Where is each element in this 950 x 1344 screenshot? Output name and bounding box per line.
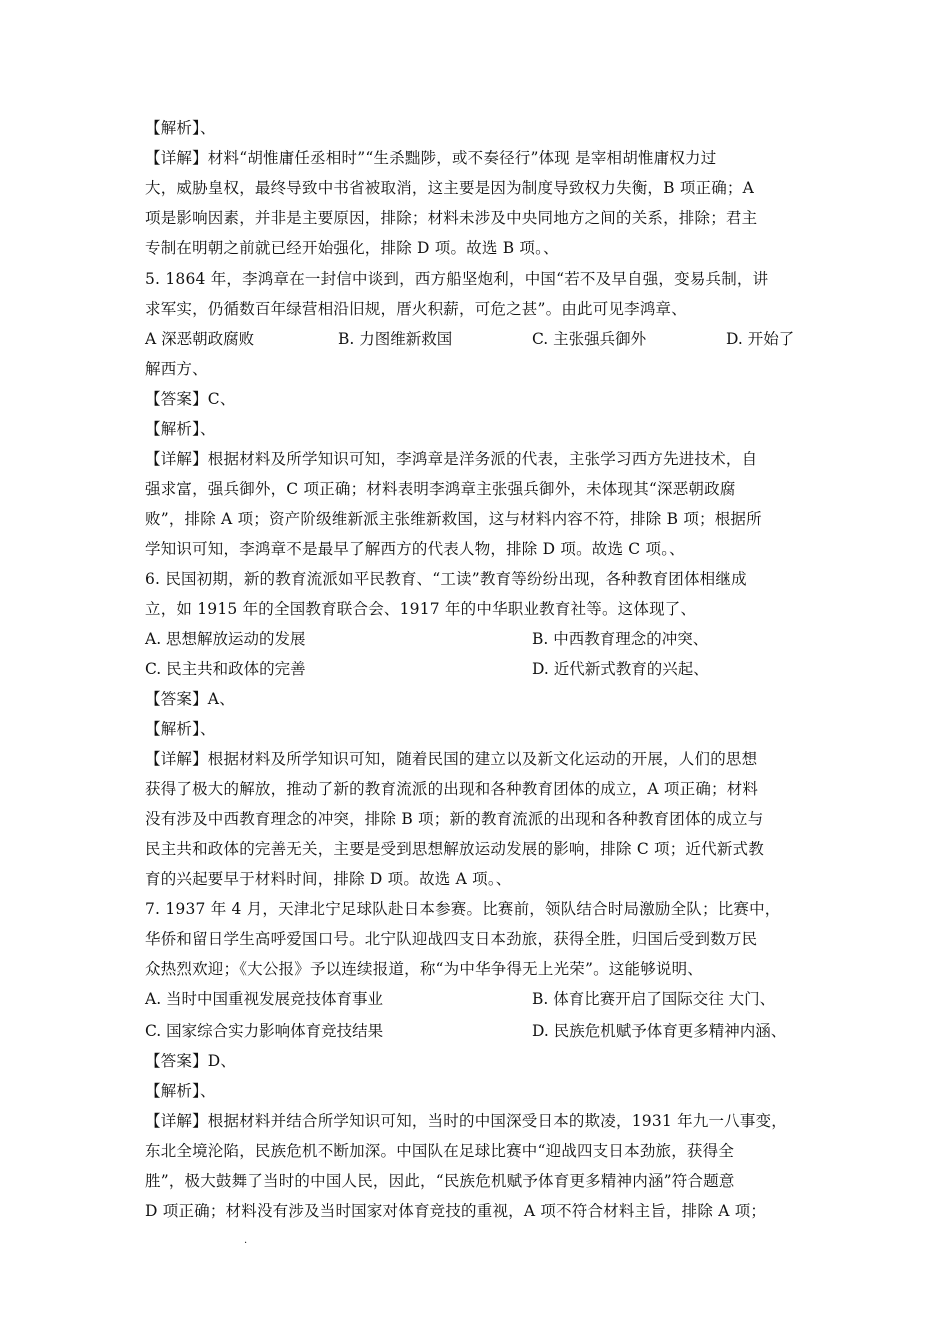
explanation-text: 东北全境沦陷，民族危机不断加深。中国队在足球比赛中“迎战四支日本劲旅，获得全 bbox=[145, 1142, 735, 1160]
explanation-text: 败”，排除 A 项；资产阶级维新派主张维新救国，这与材料内容不符，排除 B 项；根据所 bbox=[145, 510, 762, 528]
question-6-option-d: D. 近代新式教育的兴起、 bbox=[532, 660, 709, 678]
question-7-stem: 华侨和留日学生高呼爱国口号。北宁队迎战四支日本劲旅，获得全胜，归国后受到数万民 bbox=[145, 930, 758, 948]
analysis-label: 【解析】、 bbox=[145, 119, 216, 137]
explanation-text: 专制在明朝之前就已经开始强化，排除 D 项。故选 B 项。、 bbox=[145, 239, 559, 257]
answer-label: 【答案】C、 bbox=[145, 390, 236, 408]
question-6-stem: 立，如 1915 年的全国教育联合会、1917 年的中华职业教育社等。这体现了、 bbox=[145, 600, 697, 618]
answer-label: 【答案】A、 bbox=[145, 690, 235, 708]
question-5-option-d-continued: 解西方、 bbox=[145, 360, 208, 378]
question-7-option-d: D. 民族危机赋予体育更多精神内涵、 bbox=[532, 1022, 787, 1040]
analysis-label: 【解析】、 bbox=[145, 720, 216, 738]
question-6-stem: 6. 民国初期，新的教育流派如平民教育、“工读”教育等纷纷出现，各种教育团体相继成 bbox=[145, 570, 747, 588]
question-7-option-c: C. 国家综合实力影响体育竞技结果 bbox=[145, 1022, 384, 1040]
question-5-stem: 5. 1864 年，李鸿章在一封信中谈到，西方船坚炮利，中国“若不及早自强，变易兵制，讲 bbox=[145, 270, 769, 288]
explanation-text: 【详解】材料“胡惟庸任丞相时”“生杀黜陟，或不奏径行”体现 是宰相胡惟庸权力过 bbox=[145, 149, 717, 167]
question-6-option-b: B. 中西教育理念的冲突、 bbox=[532, 630, 709, 648]
question-5-option-c: C. 主张强兵御外 bbox=[532, 330, 647, 348]
question-6-option-a: A. 思想解放运动的发展 bbox=[145, 630, 306, 648]
question-6-option-c: C. 民主共和政体的完善 bbox=[145, 660, 306, 678]
answer-label: 【答案】D、 bbox=[145, 1052, 237, 1070]
analysis-label: 【解析】、 bbox=[145, 1082, 216, 1100]
explanation-text: 强求富，强兵御外，C 项正确；材料表明李鸿章主张强兵御外，未体现其“深恶朝政腐 bbox=[145, 480, 736, 498]
question-7-stem: 众热烈欢迎；《大公报》予以连续报道，称“为中华争得无上光荣”。这能够说明、 bbox=[145, 960, 704, 978]
question-7-option-a: A. 当时中国重视发展竞技体育事业 bbox=[145, 990, 384, 1008]
explanation-text: 学知识可知，李鸿章不是最早了解西方的代表人物，排除 D 项。故选 C 项。、 bbox=[145, 540, 685, 558]
explanation-text: 没有涉及中西教育理念的冲突，排除 B 项；新的教育流派的出现和各种教育团体的成立与 bbox=[145, 810, 764, 828]
explanation-text: 胜”，极大鼓舞了当时的中国人民，因此，“民族危机赋予体育更多精神内涵”符合题意 bbox=[145, 1172, 735, 1190]
question-5-stem: 求军实，仍循数百年绿营相沿旧规，厝火积薪，可危之甚”。由此可见李鸿章、 bbox=[145, 300, 687, 318]
explanation-text: 【详解】根据材料并结合所学知识可知，当时的中国深受日本的欺凌，1931 年九一八事变， bbox=[145, 1112, 787, 1130]
analysis-label: 【解析】、 bbox=[145, 420, 216, 438]
question-7-option-b: B. 体育比赛开启了国际交往 大门、 bbox=[532, 990, 776, 1008]
question-5-option-a: A 深恶朝政腐败 bbox=[145, 330, 255, 348]
explanation-text: 项是影响因素，并非是主要原因，排除；材料未涉及中央同地方之间的关系，排除；君主 bbox=[145, 209, 758, 227]
explanation-text: D 项正确；材料没有涉及当时国家对体育竞技的重视，A 项不符合材料主旨，排除 A 项； bbox=[145, 1202, 767, 1220]
footer-mark: . bbox=[244, 1235, 248, 1246]
question-5-option-b: B. 力图维新救国 bbox=[338, 330, 453, 348]
question-5-option-d: D. 开始了 bbox=[726, 330, 795, 348]
question-7-stem: 7. 1937 年 4 月，天津北宁足球队赴日本参赛。比赛前，领队结合时局激励全队；比赛中， bbox=[145, 900, 781, 918]
explanation-text: 获得了极大的解放，推动了新的教育流派的出现和各种教育团体的成立，A 项正确；材料 bbox=[145, 780, 759, 798]
explanation-text: 【详解】根据材料及所学知识可知，李鸿章是洋务派的代表，主张学习西方先进技术，自 bbox=[145, 450, 758, 468]
explanation-text: 大，威胁皇权，最终导致中书省被取消，这主要是因为制度导致权力失衡，B 项正确；A bbox=[145, 179, 755, 197]
explanation-text: 【详解】根据材料及所学知识可知，随着民国的建立以及新文化运动的开展，人们的思想 bbox=[145, 750, 758, 768]
explanation-text: 民主共和政体的完善无关，主要是受到思想解放运动发展的影响，排除 C 项；近代新式教 bbox=[145, 840, 764, 858]
explanation-text: 育的兴起要早于材料时间，排除 D 项。故选 A 项。、 bbox=[145, 870, 512, 888]
